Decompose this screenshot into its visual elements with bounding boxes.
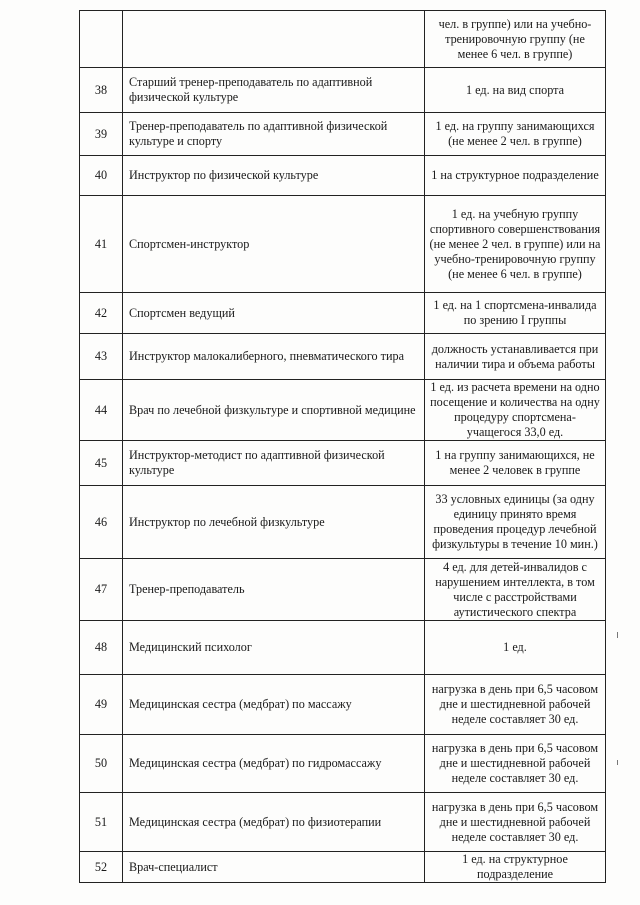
table-row [80,334,606,380]
table-row [80,559,606,621]
row-number: 41 [80,196,123,293]
norm-cell: 1 на группу занимающихся, не менее 2 человек в группе [425,441,606,486]
position-cell: Тренер-преподаватель [123,559,425,621]
position-cell: Медицинский психолог [123,621,425,675]
row-number: 45 [80,441,123,486]
norm-cell: чел. в группе) или на учебно-тренировочную группу (не менее 6 чел. в группе) [425,11,606,68]
scan-edge-mark [617,760,618,765]
scan-edge-mark [617,632,618,638]
norm-cell: 1 ед. на 1 спортсмена-инвалида по зрению I группы [425,293,606,334]
row-number: 52 [80,852,123,883]
row-number: 39 [80,113,123,156]
row-number: 44 [80,380,123,441]
position-cell: Тренер-преподаватель по адаптивной физической культуре и спорту [123,113,425,156]
table-row [80,441,606,486]
row-number: 46 [80,486,123,559]
table-row [80,293,606,334]
position-cell: Инструктор-методист по адаптивной физической культуре [123,441,425,486]
position-cell: Медицинская сестра (медбрат) по гидромассажу [123,735,425,793]
norm-cell: 1 на структурное подразделение [425,156,606,196]
norm-cell: должность устанавливается при наличии тира и объема работы [425,334,606,380]
position-cell: Спортсмен-инструктор [123,196,425,293]
table-row [80,793,606,852]
table-row [80,735,606,793]
position-cell: Инструктор по физической культуре [123,156,425,196]
table-row [80,675,606,735]
row-number: 49 [80,675,123,735]
norm-cell: 33 условных единицы (за одну единицу принято время проведения процедур лечебной физкультуры в течение 10 мин.) [425,486,606,559]
position-cell: Инструктор малокалиберного, пневматического тира [123,334,425,380]
norm-cell: 1 ед. на группу занимающихся (не менее 2 чел. в группе) [425,113,606,156]
table-row [80,11,606,68]
position-cell: Старший тренер-преподаватель по адаптивной физической культуре [123,68,425,113]
row-number: 47 [80,559,123,621]
table-row [80,486,606,559]
table-row [80,621,606,675]
position-cell: Спортсмен ведущий [123,293,425,334]
norm-cell: 4 ед. для детей-инвалидов с нарушением интеллекта, в том числе с расстройствами аутистического спектра [425,559,606,621]
staffing-norms-table [79,10,606,883]
norm-cell: нагрузка в день при 6,5 часовом дне и шестидневной рабочей неделе составляет 30 ед. [425,793,606,852]
row-number: 43 [80,334,123,380]
table-row [80,68,606,113]
position-cell: Медицинская сестра (медбрат) по массажу [123,675,425,735]
norm-cell: 1 ед. из расчета времени на одно посещение и количества на одну процедуру спортсмена-учащегося 33,0 ед. [425,380,606,441]
row-number: 38 [80,68,123,113]
position-cell: Инструктор по лечебной физкультуре [123,486,425,559]
position-cell [123,11,425,68]
position-cell: Врач-специалист [123,852,425,883]
row-number [80,11,123,68]
row-number: 50 [80,735,123,793]
norm-cell: 1 ед. на вид спорта [425,68,606,113]
row-number: 48 [80,621,123,675]
norm-cell: 1 ед. на учебную группу спортивного совершенствования (не менее 2 чел. в группе) или на учебно-тренировочную группу (не менее 6 чел. в группе) [425,196,606,293]
row-number: 51 [80,793,123,852]
table-row [80,156,606,196]
norm-cell: нагрузка в день при 6,5 часовом дне и шестидневной рабочей неделе составляет 30 ед. [425,675,606,735]
row-number: 42 [80,293,123,334]
position-cell: Врач по лечебной физкультуре и спортивной медицине [123,380,425,441]
table-row [80,113,606,156]
row-number: 40 [80,156,123,196]
norm-cell: 1 ед. [425,621,606,675]
position-cell: Медицинская сестра (медбрат) по физиотерапии [123,793,425,852]
table-row [80,852,606,883]
norm-cell: нагрузка в день при 6,5 часовом дне и шестидневной рабочей неделе составляет 30 ед. [425,735,606,793]
table-row [80,380,606,441]
norm-cell: 1 ед. на структурное подразделение [425,852,606,883]
table-row [80,196,606,293]
